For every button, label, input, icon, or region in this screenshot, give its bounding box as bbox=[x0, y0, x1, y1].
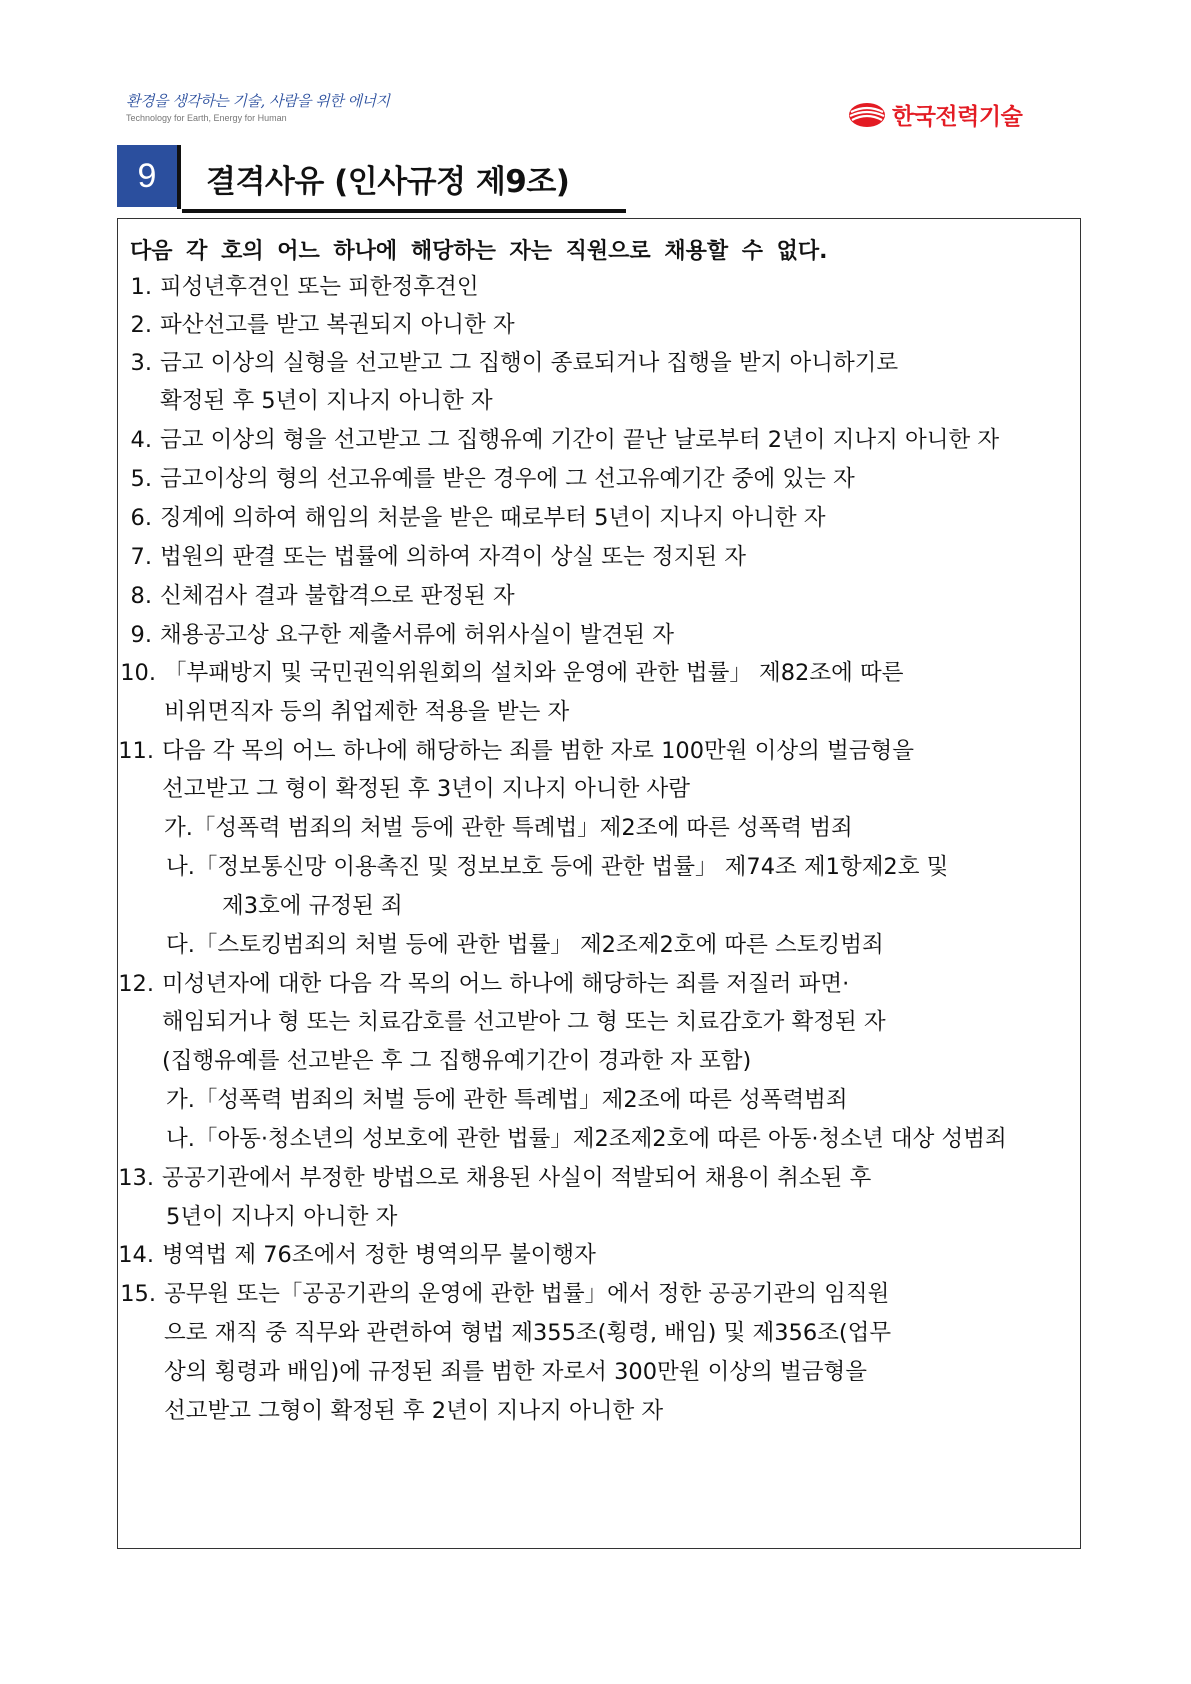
list-item bbox=[118, 1163, 871, 1193]
list-item-number: 6. bbox=[130, 505, 152, 531]
company-name: 한국전력기술 bbox=[892, 104, 1023, 130]
list-item-number: 10. bbox=[120, 660, 156, 686]
list-item-text: 금고 이상의 형을 선고받고 그 집행유예 기간이 끝난 날로부터 2년이 지나지 아니한 자 bbox=[160, 427, 1000, 453]
content-box bbox=[117, 218, 1081, 1549]
list-item bbox=[118, 891, 403, 921]
list-item bbox=[118, 852, 948, 882]
list-item-text: 나.「아동·청소년의 성보호에 관한 법률」제2조제2호에 따른 아동·청소년 대상 성범죄 bbox=[166, 1126, 1007, 1152]
list-item-text: 공무원 또는「공공기관의 운영에 관한 법률」에서 정한 공공기관의 임직원 bbox=[164, 1281, 890, 1307]
list-item bbox=[118, 425, 999, 455]
list-item-text: 5년이 지나지 아니한 자 bbox=[166, 1204, 398, 1230]
list-item bbox=[118, 1240, 596, 1270]
list-item bbox=[118, 272, 479, 302]
list-item-text: 선고받고 그형이 확정된 후 2년이 지나지 아니한 자 bbox=[164, 1398, 664, 1424]
list-item-text: 법원의 판결 또는 법률에 의하여 자격이 상실 또는 정지된 자 bbox=[160, 544, 747, 570]
list-item bbox=[118, 774, 690, 804]
list-item-text: (집행유예를 선고받은 후 그 집행유예기간이 경과한 자 포함) bbox=[162, 1048, 752, 1074]
list-item-text: 징계에 의하여 해임의 처분을 받은 때로부터 5년이 지나지 아니한 자 bbox=[160, 505, 826, 531]
list-item bbox=[118, 542, 746, 572]
list-item bbox=[118, 464, 855, 494]
list-item-number: 15. bbox=[120, 1281, 156, 1307]
list-item bbox=[118, 581, 515, 611]
list-item bbox=[118, 1124, 1007, 1154]
list-item bbox=[118, 930, 884, 960]
list-item-number: 1. bbox=[130, 274, 152, 300]
list-item-text: 병역법 제 76조에서 정한 병역의무 불이행자 bbox=[162, 1242, 596, 1268]
company-logo bbox=[848, 98, 1022, 131]
list-item-number: 2. bbox=[130, 312, 152, 338]
list-item-text: 가.「성폭력 범죄의 처벌 등에 관한 특례법」제2조에 따른 성폭력 범죄 bbox=[164, 815, 853, 841]
list-item-number: 11. bbox=[118, 738, 154, 764]
list-item bbox=[118, 1007, 886, 1037]
list-item bbox=[118, 310, 515, 340]
kepco-logo-icon bbox=[848, 101, 886, 129]
list-item-number: 9. bbox=[130, 622, 152, 648]
list-item-number: 3. bbox=[130, 350, 152, 376]
list-item-text: 가.「성폭력 범죄의 처벌 등에 관한 특례법」제2조에 따른 성폭력범죄 bbox=[166, 1087, 848, 1113]
list-item-text: 나.「정보통신망 이용촉진 및 정보보호 등에 관한 법률」 제74조 제1항제2호 및 bbox=[166, 854, 949, 880]
list-item-text: 채용공고상 요구한 제출서류에 허위사실이 발견된 자 bbox=[160, 622, 674, 648]
list-item bbox=[118, 503, 826, 533]
section-number: 9 bbox=[117, 145, 177, 207]
list-item-text: 다.「스토킹범죄의 처벌 등에 관한 법률」 제2조제2호에 따른 스토킹범죄 bbox=[166, 932, 884, 958]
list-item bbox=[118, 1085, 848, 1115]
intro-text: 다음 각 호의 어느 하나에 해당하는 자는 직원으로 채용할 수 없다. bbox=[130, 239, 828, 264]
list-item-text: 피성년후견인 또는 피한정후견인 bbox=[160, 274, 479, 300]
list-item bbox=[118, 813, 853, 843]
section-title: 결격사유 (인사규정 제9조) bbox=[206, 164, 570, 200]
list-item-number: 7. bbox=[130, 544, 152, 570]
list-item bbox=[118, 1357, 867, 1387]
section-title-box bbox=[182, 143, 626, 213]
slogan-english: Technology for Earth, Energy for Human bbox=[126, 113, 287, 123]
list-item-number: 4. bbox=[130, 427, 152, 453]
list-item-text: 다음 각 목의 어느 하나에 해당하는 죄를 범한 자로 100만원 이상의 벌금형을 bbox=[162, 738, 914, 764]
list-item-text: 확정된 후 5년이 지나지 아니한 자 bbox=[160, 388, 493, 414]
list-item bbox=[118, 658, 903, 688]
list-item-text: 공공기관에서 부정한 방법으로 채용된 사실이 적발되어 채용이 취소된 후 bbox=[162, 1165, 872, 1191]
list-item bbox=[118, 348, 898, 378]
list-item bbox=[118, 386, 493, 416]
list-item-text: 파산선고를 받고 복권되지 아니한 자 bbox=[160, 312, 515, 338]
list-item-number: 8. bbox=[130, 583, 152, 609]
list-item-text: 비위면직자 등의 취업제한 적용을 받는 자 bbox=[164, 699, 570, 725]
list-item bbox=[118, 736, 914, 766]
list-item-number: 5. bbox=[130, 466, 152, 492]
list-item-text: 미성년자에 대한 다음 각 목의 어느 하나에 해당하는 죄를 저질러 파면· bbox=[162, 971, 850, 997]
list-item-text: 선고받고 그 형이 확정된 후 3년이 지나지 아니한 사람 bbox=[162, 776, 690, 802]
list-item-text: 제3호에 규정된 죄 bbox=[222, 893, 403, 919]
list-item-text: 금고이상의 형의 선고유예를 받은 경우에 그 선고유예기간 중에 있는 자 bbox=[160, 466, 855, 492]
list-item-text: 해임되거나 형 또는 치료감호를 선고받아 그 형 또는 치료감호가 확정된 자 bbox=[162, 1009, 886, 1035]
slogan-korean: 환경을 생각하는 기술, 사람을 위한 에너지 bbox=[126, 92, 390, 110]
list-item-number: 14. bbox=[118, 1242, 154, 1268]
list-item bbox=[118, 1318, 891, 1348]
list-item-number: 12. bbox=[118, 971, 154, 997]
list-item bbox=[118, 1396, 663, 1426]
list-item-text: 상의 횡령과 배임)에 규정된 죄를 범한 자로서 300만원 이상의 벌금형을 bbox=[164, 1359, 867, 1385]
list-item bbox=[118, 1279, 889, 1309]
list-item-text: 으로 재직 중 직무와 관련하여 형법 제355조(횡령, 배임) 및 제356조(업무 bbox=[164, 1320, 892, 1346]
list-item bbox=[118, 969, 849, 999]
list-item bbox=[118, 1046, 751, 1076]
list-item-text: 금고 이상의 실형을 선고받고 그 집행이 종료되거나 집행을 받지 아니하기로 bbox=[160, 350, 899, 376]
list-item bbox=[118, 1202, 397, 1232]
list-item-text: 「부패방지 및 국민권익위원회의 설치와 운영에 관한 법률」 제82조에 따른 bbox=[164, 660, 904, 686]
list-item bbox=[118, 620, 674, 650]
list-item-number: 13. bbox=[118, 1165, 154, 1191]
slogan bbox=[126, 90, 389, 123]
list-item bbox=[118, 697, 569, 727]
list-item-text: 신체검사 결과 불합격으로 판정된 자 bbox=[160, 583, 515, 609]
